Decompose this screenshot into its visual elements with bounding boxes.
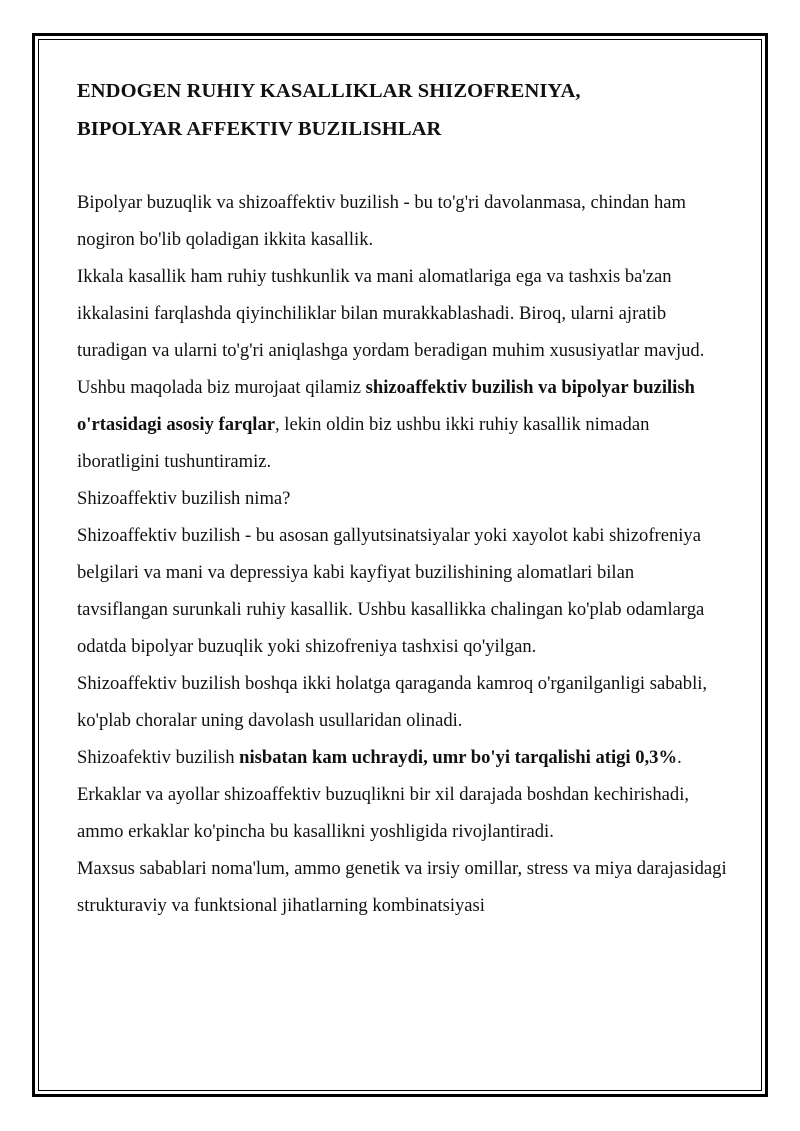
paragraph-2: Ikkala kasallik ham ruhiy tushkunlik va mani alomatlariga ega va tashxis ba'zan ikkalasini farqlashda qiyinchiliklar bilan murakkablashadi. Biroq, ularni ajratib turadigan va ularni to'g'ri aniqlashga yordam beradigan muhim xususiyatlar mavjud. [77,266,705,361]
paragraph-3-text-end: , lekin oldin biz ushbu ikki ruhiy kasallik nimadan iboratligini tushuntiramiz. [77,414,650,472]
paragraph-5: Shizoaffektiv buzilish - bu asosan gallyutsinatsiyalar yoki xayolot kabi shizofreniya belgilari va mani va depressiya kabi kayfiyat buzilishining alomatlari bilan tavsiflangan surunkali ruhiy kasallik. Ushbu kasallikka chalingan ko'plab odamlarga odatda bipolyar buzuqlik yoki shizofreniya tashxisi qo'yilgan. [77,525,705,657]
section-heading: Shizoaffektiv buzilish nima? [77,488,291,509]
paragraph-3-bold: shizoaffektiv buzilish va bipolyar buzilish o'rtasidagi asosiy farqlar [77,377,695,435]
paragraph-1: Bipolyar buzuqlik va shizoaffektiv buzilish - bu to'g'ri davolanmasa, chindan ham nogiron bo'lib qoladigan ikkita kasallik. [77,192,686,250]
paragraph-3-text-start: Ushbu maqolada biz murojaat qilamiz [77,377,366,398]
title-line-2: BIPOLYAR AFFEKTIV BUZILISHLAR [77,118,442,140]
document-content [77,72,727,924]
document-title [77,72,727,148]
paragraph-8: Maxsus sabablari noma'lum, ammo genetik va irsiy omillar, stress va miya darajasidagi strukturaviy va funktsional jihatlarning kombinatsiyasi [77,858,727,916]
document-body [77,184,727,924]
title-line-1: ENDOGEN RUHIY KASALLIKLAR SHIZOFRENIYA, [77,80,581,102]
paragraph-3 [77,369,727,480]
paragraph-7 [77,739,727,850]
paragraph-6: Shizoaffektiv buzilish boshqa ikki holatga qaraganda kamroq o'rganilganligi sababli, ko'plab choralar uning davolash usullaridan olinadi. [77,673,708,731]
paragraph-7-text-end: . Erkaklar va ayollar shizoaffektiv buzuqlikni bir xil darajada boshdan kechirishadi, ammo erkaklar ko'pincha bu kasallikni yoshligida rivojlantiradi. [77,747,690,842]
paragraph-7-text-start: Shizoafektiv buzilish [77,747,240,768]
paragraph-7-bold: nisbatan kam uchraydi, umr bo'yi tarqalishi atigi 0,3% [239,747,678,768]
